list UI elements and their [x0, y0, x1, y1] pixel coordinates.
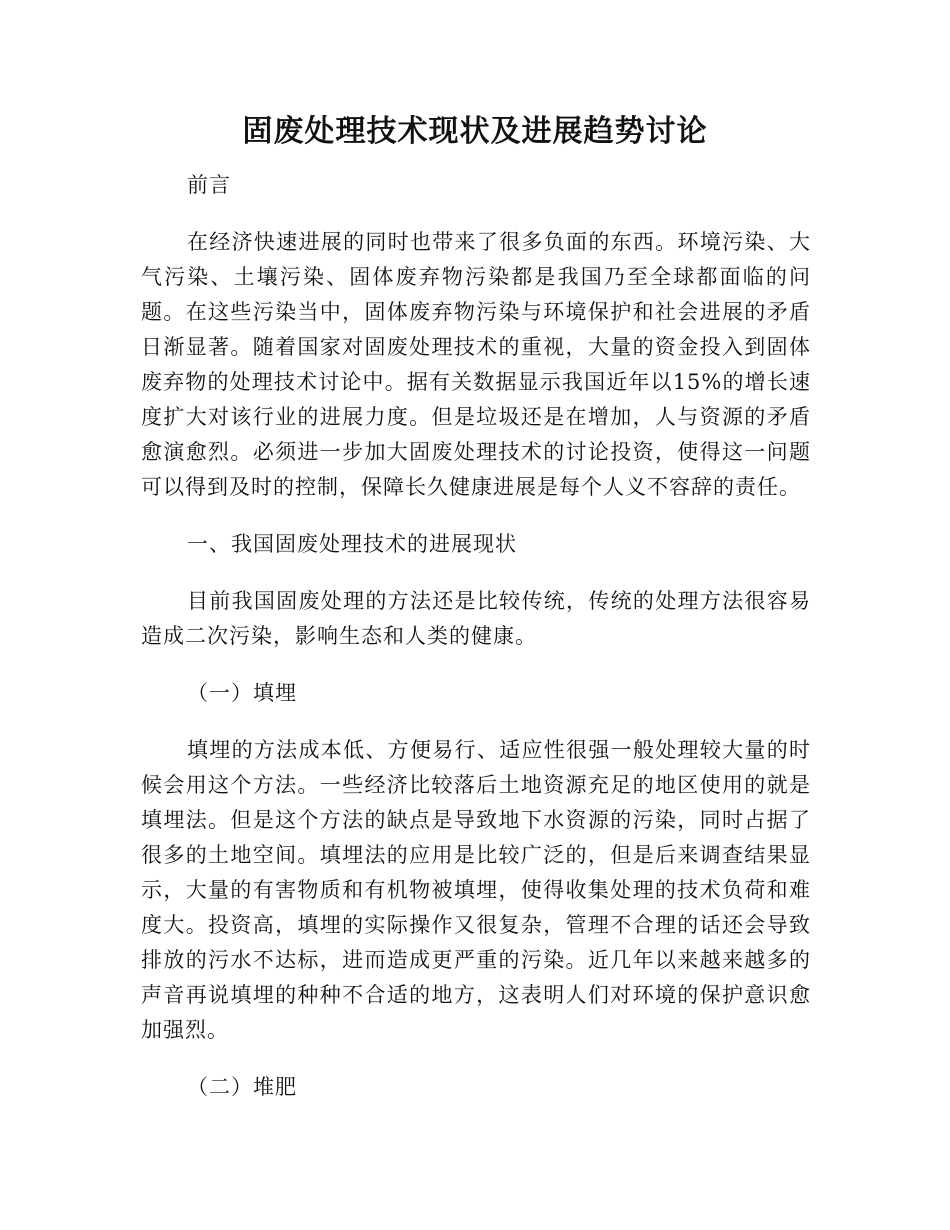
section-paragraph-development-status: 目前我国固废处理的方法还是比较传统，传统的处理方法很容易造成二次污染，影响生态和人类的健康。	[141, 589, 811, 648]
subsection-paragraph-landfill: 填埋的方法成本低、方便易行、适应性很强一般处理较大量的时候会用这个方法。一些经济比较落后土地资源充足的地区使用的就是填埋法。但是这个方法的缺点是导致地下水资源的污染，同时占据了很多的土地空间。填埋法的应用是比较广泛的，但是后来调查结果显示，大量的有害物质和有机物被填埋，使得收集处理的技术负荷和难度大。投资高，填埋的实际操作又很复杂，管理不合理的话还会导致排放的污水不达标，进而造成更严重的污染。近几年以来越来越多的声音再说填埋的种种不合适的地方，这表明人们对环境的保护意识愈加强烈。	[141, 738, 811, 1042]
subsection-heading-composting: （二）堆肥	[187, 1075, 297, 1099]
section-heading-development-status: 一、我国固废处理技术的进展现状	[187, 532, 517, 556]
preface-paragraph: 在经济快速进展的同时也带来了很多负面的东西。环境污染、大气污染、土壤污染、固体废弃物污染都是我国乃至全球都面临的问题。在这些污染当中，固体废弃物污染与环境保护和社会进展的矛盾日渐显著。随着国家对固废处理技术的重视，大量的资金投入到固体废弃物的处理技术讨论中。据有关数据显示我国近年以15%的增长速度扩大对该行业的进展力度。但是垃圾还是在增加，人与资源的矛盾愈演愈烈。必须进一步加大固废处理技术的讨论投资，使得这一问题可以得到及时的控制，保障长久健康进展是每个人义不容辞的责任。	[141, 230, 811, 499]
document-title: 固废处理技术现状及进展趋势讨论	[242, 114, 708, 149]
preface-heading: 前言	[187, 173, 231, 197]
subsection-heading-landfill: （一）填埋	[187, 681, 297, 705]
document-body	[141, 168, 811, 1127]
